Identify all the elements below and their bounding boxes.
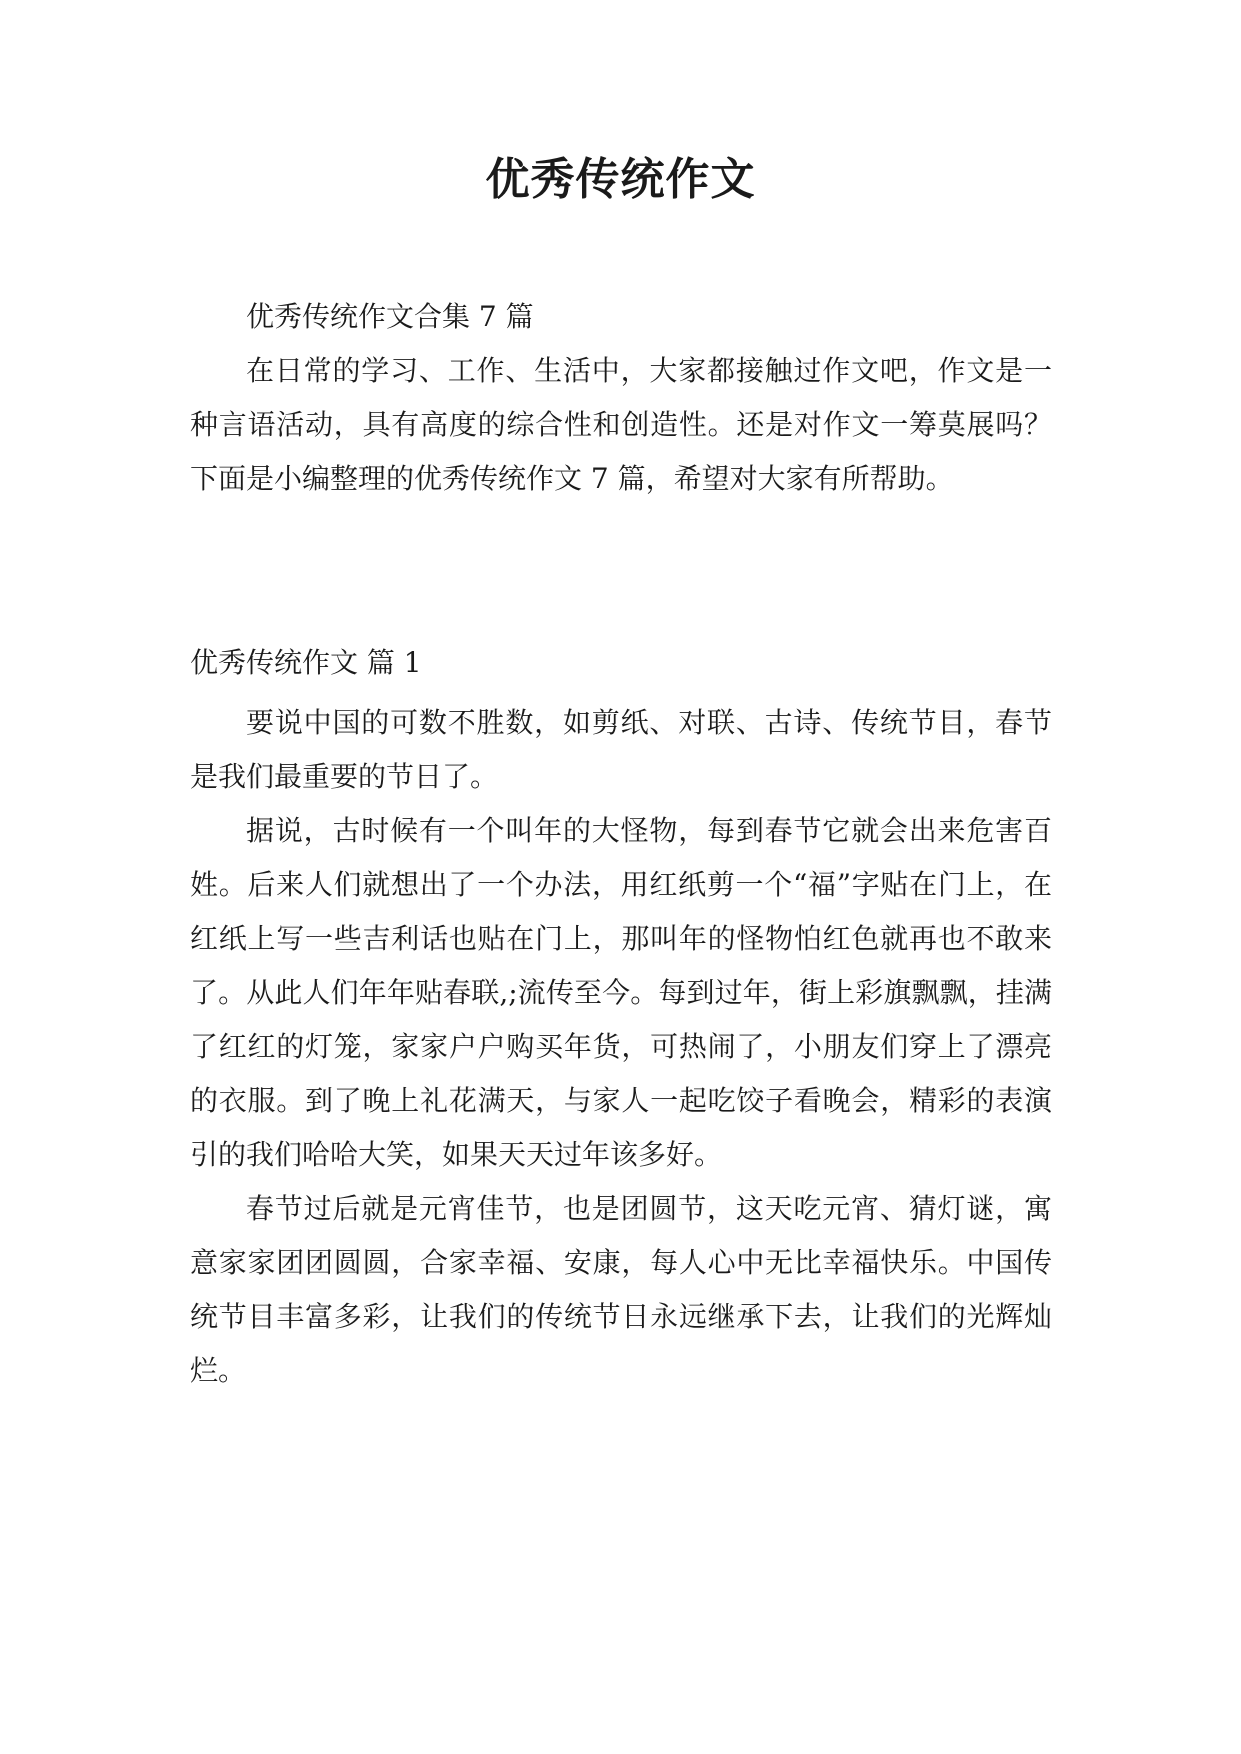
intro-paragraph: 在日常的学习、工作、生活中，大家都接触过作文吧，作文是一种言语活动，具有高度的综合性和创造性。还是对作文一筹莫展吗？下面是小编整理的优秀传统作文 7 篇，希望对大家有所帮助。	[190, 354, 1052, 495]
section-paragraph-1: 要说中国的可数不胜数，如剪纸、对联、古诗、传统节目，春节是我们最重要的节日了。	[190, 706, 1052, 793]
page-title: 优秀传统作文	[485, 154, 756, 205]
intro-block	[190, 290, 1052, 506]
section-paragraph-2: 据说，古时候有一个叫年的大怪物，每到春节它就会出来危害百姓。后来人们就想出了一个办法，用红纸剪一个“福”字贴在门上，在红纸上写一些吉利话也贴在门上，那叫年的怪物怕红色就再也不敢来了。从此人们年年贴春联,;流传至今。每到过年，街上彩旗飘飘，挂满了红红的灯笼，家家户户购买年货，可热闹了，小朋友们穿上了漂亮的衣服。到了晚上礼花满天，与家人一起吃饺子看晚会，精彩的表演引的我们哈哈大笑，如果天天过年该多好。	[190, 814, 1052, 1171]
collection-subtitle: 优秀传统作文合集 7 篇	[246, 300, 534, 333]
section-heading: 优秀传统作文 篇 1	[190, 646, 422, 679]
section-body	[190, 696, 1052, 1398]
section-paragraph-3: 春节过后就是元宵佳节，也是团圆节，这天吃元宵、猜灯谜，寓意家家团团圆圆，合家幸福、安康，每人心中无比幸福快乐。中国传统节目丰富多彩，让我们的传统节日永远继承下去，让我们的光辉灿烂。	[190, 1192, 1052, 1387]
